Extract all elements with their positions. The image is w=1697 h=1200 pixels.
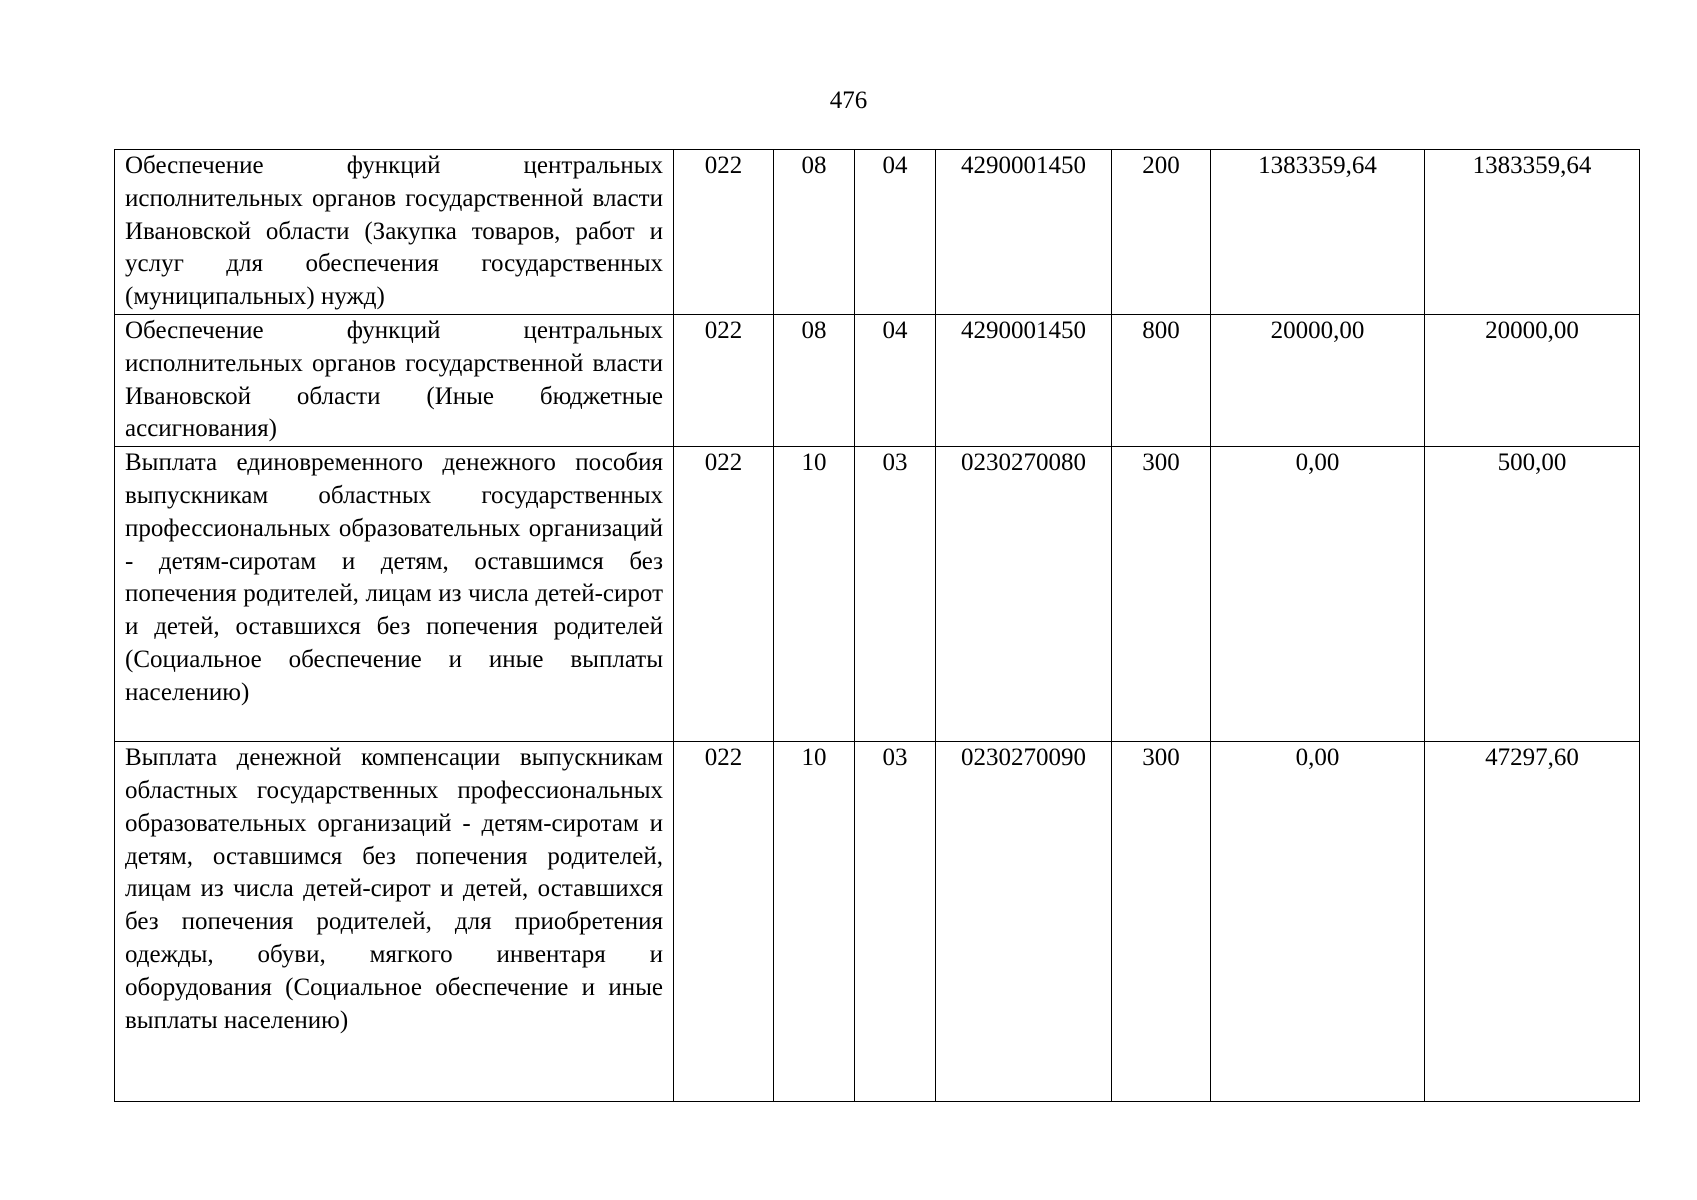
subsection-code-cell: 03 [855,742,936,1102]
expense-type-cell: 800 [1112,314,1211,446]
amount-cell-1: 0,00 [1211,742,1425,1102]
amount-cell-1: 0,00 [1211,447,1425,742]
target-article-cell: 0230270090 [936,742,1112,1102]
amount-cell-1: 20000,00 [1211,314,1425,446]
amount-cell-2: 20000,00 [1425,314,1640,446]
subsection-code-cell: 03 [855,447,936,742]
amount-cell-1: 1383359,64 [1211,150,1425,315]
subsection-code-cell: 04 [855,314,936,446]
ministry-code-cell: 022 [674,150,774,315]
amount-cell-2: 47297,60 [1425,742,1640,1102]
ministry-code-cell: 022 [674,314,774,446]
ministry-code-cell: 022 [674,742,774,1102]
amount-cell-2: 1383359,64 [1425,150,1640,315]
expense-type-cell: 300 [1112,447,1211,742]
table-row [115,447,1640,742]
description-cell: Выплата денежной компенсации выпускникам областных государственных профессиональных образовательных организаций - детям-сиротам и детям, оставшимся без попечения родителей, лицам из числа детей-сирот и детей, оставшихся без попечения родителей, для приобретения одежды, обуви, мягкого инвентаря и оборудования (Социальное обеспечение и иные выплаты населению) [115,742,674,1102]
target-article-cell: 4290001450 [936,150,1112,315]
section-code-cell: 10 [774,742,855,1102]
expense-type-cell: 300 [1112,742,1211,1102]
section-code-cell: 08 [774,314,855,446]
table-row [115,150,1640,315]
description-cell: Обеспечение функций центральных исполнительных органов государственной власти Ивановской области (Закупка товаров, работ и услуг для обеспечения государственных (муниципальных) нужд) [115,150,674,315]
amount-cell-2: 500,00 [1425,447,1640,742]
ministry-code-cell: 022 [674,447,774,742]
page-number: 476 [829,87,868,114]
description-cell: Обеспечение функций центральных исполнительных органов государственной власти Ивановской области (Иные бюджетные ассигнования) [115,314,674,446]
section-code-cell: 08 [774,150,855,315]
section-code-cell: 10 [774,447,855,742]
budget-table [114,149,1640,1102]
target-article-cell: 4290001450 [936,314,1112,446]
table-row [115,314,1640,446]
table-row [115,742,1640,1102]
description-cell: Выплата единовременного денежного пособия выпускникам областных государственных профессиональных образовательных организаций - детям-сиротам и детям, оставшимся без попечения родителей, лицам из числа детей-сирот и детей, оставшихся без попечения родителей (Социальное обеспечение и иные выплаты населению) [115,447,674,742]
expense-type-cell: 200 [1112,150,1211,315]
target-article-cell: 0230270080 [936,447,1112,742]
subsection-code-cell: 04 [855,150,936,315]
